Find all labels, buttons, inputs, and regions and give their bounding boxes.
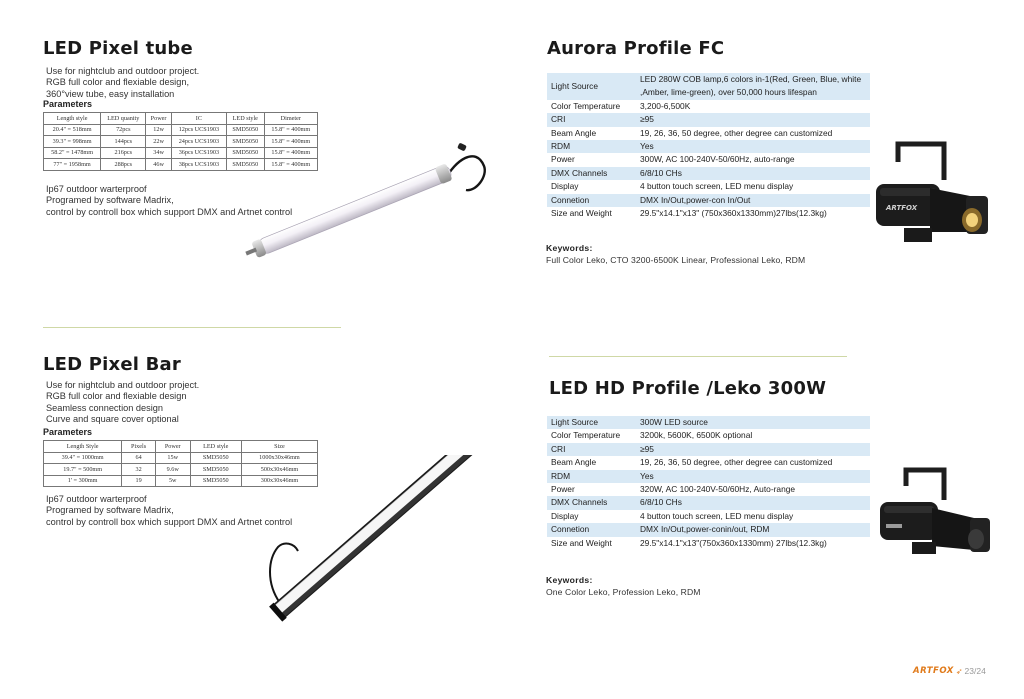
spec-key: Connetion xyxy=(547,194,636,207)
bar-desc-line: Use for nightclub and outdoor project. xyxy=(46,380,200,390)
spec-value: LED 280W COB lamp,6 colors in-1(Red, Green, Blue, white ,Amber, lime-green), over 50,000 hours lifespan xyxy=(636,73,870,100)
spec-value: 300W, AC 100-240V-50/60Hz, auto-range xyxy=(636,153,870,166)
table-header-row xyxy=(44,441,318,453)
spec-key: Light Source xyxy=(547,73,636,100)
column-header: Power xyxy=(155,441,190,453)
table-cell: SMD5050 xyxy=(190,452,241,464)
table-cell: SMD5050 xyxy=(190,464,241,476)
page-footer xyxy=(913,666,986,676)
column-header: LED style xyxy=(227,113,265,125)
spec-value: 6/8/10 CHs xyxy=(636,496,870,509)
table-cell: 500x30x46mm xyxy=(241,464,317,476)
tube-note-line: Programed by software Madrix, xyxy=(46,195,174,206)
column-header: LED style xyxy=(190,441,241,453)
hd-spec-table xyxy=(547,416,870,550)
table-cell: 15w xyxy=(155,452,190,464)
spec-key: Beam Angle xyxy=(547,127,636,140)
tube-desc-line: Use for nightclub and outdoor project. xyxy=(46,66,200,76)
bar-notes xyxy=(46,494,292,528)
bar-note-line: control by controll box which support DMX and Artnet control xyxy=(46,516,293,527)
bar-description xyxy=(46,380,199,425)
spec-row xyxy=(547,510,870,523)
spec-value: 300W LED source xyxy=(636,416,870,429)
spec-value: Yes xyxy=(636,470,870,483)
spec-row xyxy=(547,416,870,429)
spec-row xyxy=(547,470,870,483)
column-header: Dimeter xyxy=(264,113,317,125)
led-pixel-tube-image xyxy=(240,140,490,270)
table-cell: 39.3" = 998mm xyxy=(44,136,101,148)
table-cell: 36pcs UCS1903 xyxy=(171,147,226,159)
table-cell: 46w xyxy=(146,159,171,171)
tube-description xyxy=(46,66,199,100)
aurora-title: Aurora Profile FC xyxy=(547,38,725,59)
table-cell: 34w xyxy=(146,147,171,159)
brand-swirl-icon: ➶ xyxy=(955,666,963,676)
spec-value: 6/8/10 CHs xyxy=(636,167,870,180)
table-cell: 72pcs xyxy=(101,124,146,136)
spec-row xyxy=(547,73,870,100)
spec-value: 19, 26, 36, 50 degree, other degree can customized xyxy=(636,127,870,140)
column-header: Length style xyxy=(44,113,101,125)
column-header: Length Style xyxy=(44,441,122,453)
hd-profile-title: LED HD Profile /Leko 300W xyxy=(549,378,827,399)
spec-row xyxy=(547,113,870,126)
table-cell: 288pcs xyxy=(101,159,146,171)
bar-title: LED Pixel Bar xyxy=(43,354,181,375)
spec-value: 320W, AC 100-240V-50/60Hz, Auto-range xyxy=(636,483,870,496)
tube-desc-line: RGB full color and flexiable design, xyxy=(46,77,189,88)
spec-row xyxy=(547,153,870,166)
table-cell: 32 xyxy=(122,464,156,476)
spec-key: Power xyxy=(547,483,636,496)
tube-note-line: Ip67 outdoor warterproof xyxy=(46,184,147,194)
aurora-keywords-label: Keywords: xyxy=(546,243,593,253)
table-cell: 20.4" = 518mm xyxy=(44,124,101,136)
table-cell: 216pcs xyxy=(101,147,146,159)
page-number: 23/24 xyxy=(964,666,986,676)
table-cell: 144pcs xyxy=(101,136,146,148)
spec-key: Display xyxy=(547,180,636,193)
spec-key: Color Temperature xyxy=(547,429,636,442)
table-cell: 9.6w xyxy=(155,464,190,476)
spec-row xyxy=(547,456,870,469)
spec-row xyxy=(547,443,870,456)
spec-row xyxy=(547,194,870,207)
spec-key: RDM xyxy=(547,140,636,153)
spec-value: Yes xyxy=(636,140,870,153)
tube-title: LED Pixel tube xyxy=(43,38,193,59)
spec-key: Display xyxy=(547,510,636,523)
aurora-spec-table xyxy=(547,73,870,220)
column-header: Power xyxy=(146,113,171,125)
table-cell: 38pcs UCS1903 xyxy=(171,159,226,171)
bar-desc-line: Curve and square cover optional xyxy=(46,413,179,424)
aurora-keywords: Full Color Leko, CTO 3200-6500K Linear, Professional Leko, RDM xyxy=(546,255,806,265)
aurora-fixture-image xyxy=(870,140,1000,252)
spec-key: DMX Channels xyxy=(547,496,636,509)
spec-value: DMX In/Out,power-conin/out, RDM xyxy=(636,523,870,536)
table-cell: 15.8" = 400mm xyxy=(264,124,317,136)
spec-key: DMX Channels xyxy=(547,167,636,180)
table-header-row xyxy=(44,113,318,125)
spec-row xyxy=(547,180,870,193)
table-cell: 15.8" = 400mm xyxy=(264,147,317,159)
table-cell: SMD5050 xyxy=(190,475,241,487)
spec-row xyxy=(547,483,870,496)
table-cell: SMD5050 xyxy=(227,147,265,159)
spec-value: 3,200-6,500K xyxy=(636,100,870,113)
hd-profile-fixture-image xyxy=(876,466,1000,562)
table-cell: 1000x30x46mm xyxy=(241,452,317,464)
bar-desc-line: RGB full color and flexiable design xyxy=(46,391,187,402)
bar-note-line: Programed by software Madrix, xyxy=(46,505,174,516)
column-header: Pixels xyxy=(122,441,156,453)
spec-value: DMX In/Out,power-con In/Out xyxy=(636,194,870,207)
spec-value: 29.5"x14.1"x13" (750x360x1330mm)27lbs(12.3kg) xyxy=(636,207,870,220)
table-cell: SMD5050 xyxy=(227,124,265,136)
section-divider xyxy=(43,327,341,328)
table-cell: 15.8" = 400mm xyxy=(264,136,317,148)
spec-row xyxy=(547,167,870,180)
spec-key: Light Source xyxy=(547,416,636,429)
column-header: LED quanity xyxy=(101,113,146,125)
spec-key: Beam Angle xyxy=(547,456,636,469)
column-header: Size xyxy=(241,441,317,453)
spec-value: 29.5"x14.1"x13"(750x360x1330mm) 27lbs(12.3kg) xyxy=(636,537,870,550)
spec-value: 3200k, 5600K, 6500K optional xyxy=(636,429,870,442)
table-cell: 58.2" = 1478mm xyxy=(44,147,101,159)
hd-keywords-label: Keywords: xyxy=(546,575,593,585)
section-divider xyxy=(549,356,847,357)
spec-key: Size and Weight xyxy=(547,207,636,220)
table-cell: SMD5050 xyxy=(227,159,265,171)
table-cell: 15.8" = 400mm xyxy=(264,159,317,171)
table-cell: 39.4" = 1000mm xyxy=(44,452,122,464)
table-cell: 19 xyxy=(122,475,156,487)
table-cell: 5w xyxy=(155,475,190,487)
hd-keywords: One Color Leko, Profession Leko, RDM xyxy=(546,587,701,597)
tube-parameters-heading: Parameters xyxy=(43,99,93,109)
spec-row xyxy=(547,429,870,442)
table-row xyxy=(44,124,318,136)
spec-key: Power xyxy=(547,153,636,166)
table-cell: 12pcs UCS1903 xyxy=(171,124,226,136)
spec-key: CRI xyxy=(547,443,636,456)
spec-row xyxy=(547,127,870,140)
spec-value: 4 button touch screen, LED menu display xyxy=(636,510,870,523)
spec-key: CRI xyxy=(547,113,636,126)
table-cell: 19.7" = 500mm xyxy=(44,464,122,476)
spec-key: Color Temperature xyxy=(547,100,636,113)
column-header: IC xyxy=(171,113,226,125)
table-cell: 1' = 300mm xyxy=(44,475,122,487)
table-cell: 12w xyxy=(146,124,171,136)
table-cell: SMD5050 xyxy=(227,136,265,148)
bar-parameters-heading: Parameters xyxy=(43,427,93,437)
brand-logo: ARTFOX xyxy=(913,666,954,676)
aurora-logo-text: ARTFOX xyxy=(886,204,918,212)
spec-value: 4 button touch screen, LED menu display xyxy=(636,180,870,193)
spec-row xyxy=(547,100,870,113)
spec-value: 19, 26, 36, 50 degree, other degree can customized xyxy=(636,456,870,469)
bar-note-line: Ip67 outdoor warterproof xyxy=(46,494,147,504)
spec-row xyxy=(547,523,870,536)
table-cell: 300x30x46mm xyxy=(241,475,317,487)
spec-key: RDM xyxy=(547,470,636,483)
spec-key: Size and Weight xyxy=(547,537,636,550)
bar-desc-line: Seamless connection design xyxy=(46,402,163,413)
spec-value: ≥95 xyxy=(636,113,870,126)
table-cell: 24pcs UCS1903 xyxy=(171,136,226,148)
table-cell: 64 xyxy=(122,452,156,464)
spec-row xyxy=(547,537,870,550)
spec-row xyxy=(547,207,870,220)
spec-key: Connetion xyxy=(547,523,636,536)
spec-value: ≥95 xyxy=(636,443,870,456)
table-cell: 22w xyxy=(146,136,171,148)
table-cell: 77" = 1958mm xyxy=(44,159,101,171)
tube-note-line: control by controll box which support DMX and Artnet control xyxy=(46,206,293,217)
spec-row xyxy=(547,140,870,153)
tube-desc-line: 360°view tube, easy installation xyxy=(46,88,175,99)
led-pixel-bar-image xyxy=(262,455,492,625)
spec-row xyxy=(547,496,870,509)
